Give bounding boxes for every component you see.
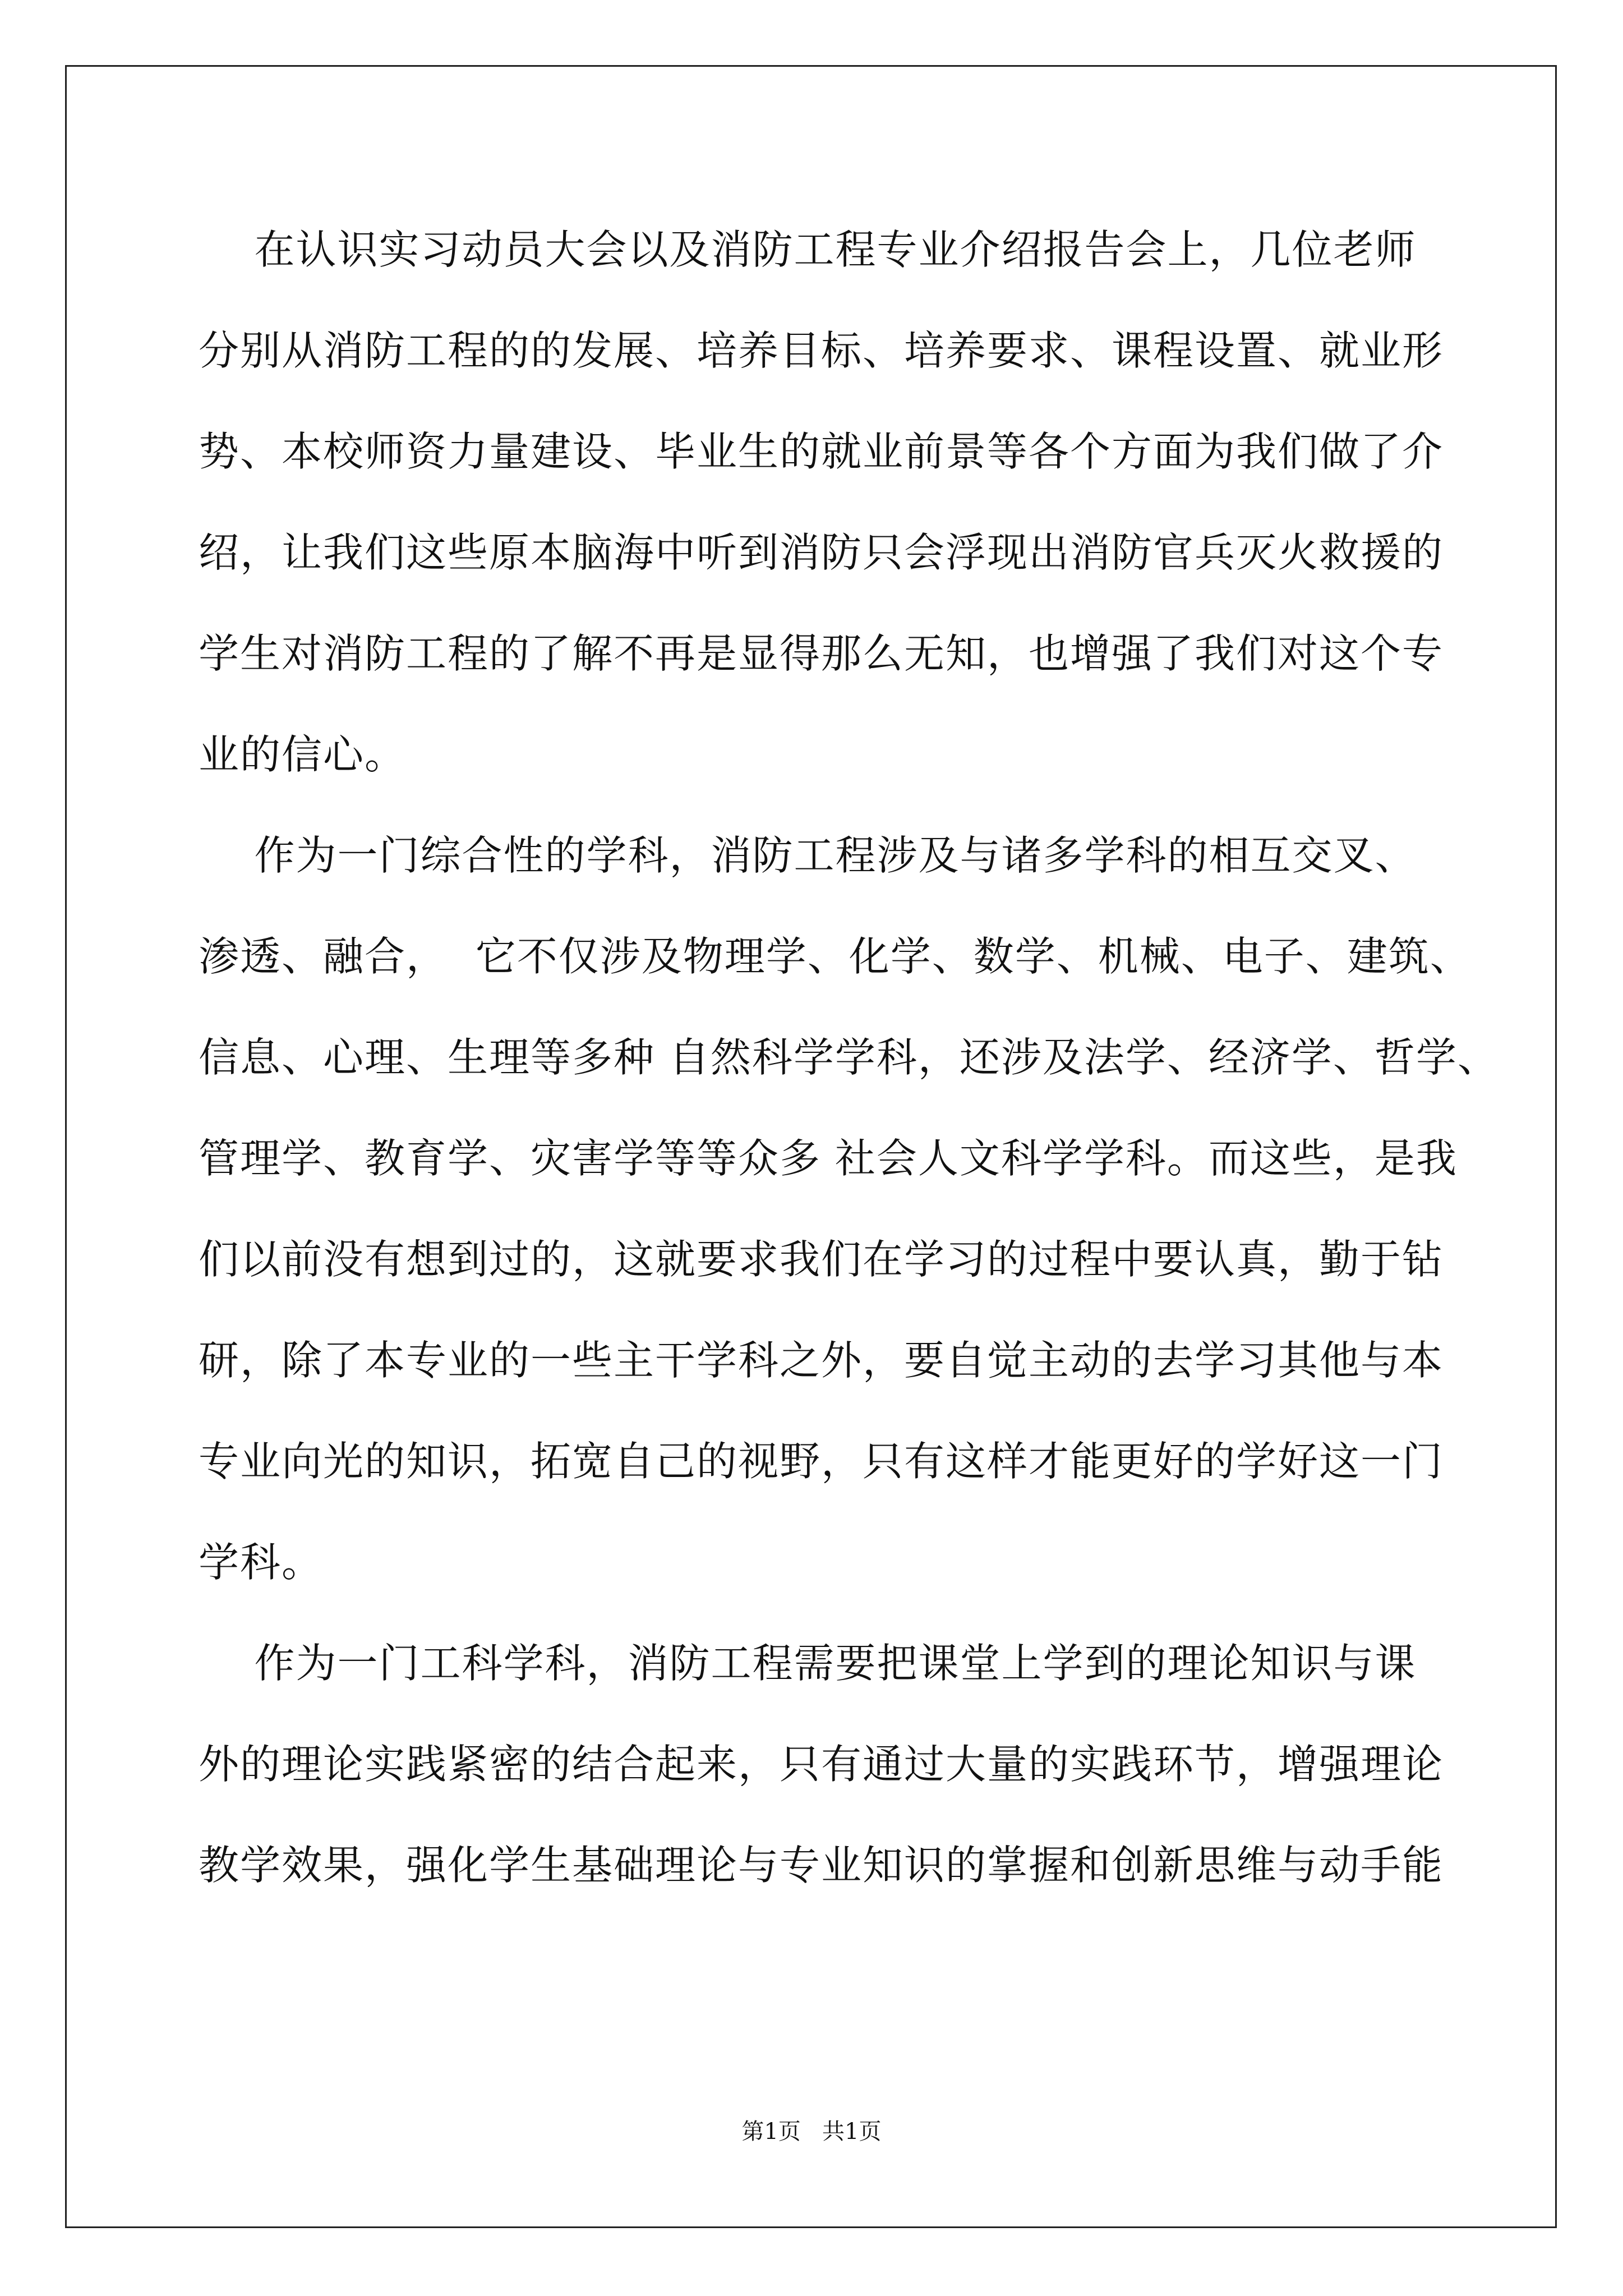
text-line: 势、本校师资力量建设、毕业生的就业前景等各个方面为我们做了介 (199, 428, 1444, 475)
text-line: 学科。 (199, 1539, 324, 1586)
text-line: 教学效果，强化学生基础理论与专业知识的掌握和创新思维与动手能 (199, 1842, 1444, 1889)
page-footer: 第1页 共1页 (741, 2119, 882, 2145)
text-line: 管理学、教育学、灾害学等等众多 社会人文科学学科。而这些，是我 (199, 1135, 1458, 1182)
text-line: 学生对消防工程的了解不再是显得那么无知，也增强了我们对这个专 (199, 630, 1444, 677)
text-line: 们以前没有想到过的，这就要求我们在学习的过程中要认真，勤于钻 (199, 1236, 1444, 1283)
text-line: 绍，让我们这些原本脑海中听到消防只会浮现出消防官兵灭火救援的 (199, 529, 1444, 576)
text-line: 作为一门综合性的学科，消防工程涉及与诸多学科的相互交叉、 (199, 832, 1417, 879)
text-line: 作为一门工科学科，消防工程需要把课堂上学到的理论知识与课 (199, 1640, 1417, 1687)
text-line: 业的信心。 (199, 731, 407, 778)
text-line: 渗透、融合， 它不仅涉及物理学、化学、数学、机械、电子、建筑、 (199, 933, 1472, 980)
text-line: 研，除了本专业的一些主干学科之外，要自觉主动的去学习其他与本 (199, 1337, 1444, 1384)
text-line: 外的理论实践紧密的结合起来，只有通过大量的实践环节，增强理论 (199, 1741, 1444, 1788)
text-line: 在认识实习动员大会以及消防工程专业介绍报告会上，几位老师 (199, 226, 1417, 273)
text-line: 分别从消防工程的的发展、培养目标、培养要求、课程设置、就业形 (199, 327, 1444, 374)
text-line: 专业向光的知识，拓宽自己的视野，只有这样才能更好的学好这一门 (199, 1438, 1444, 1485)
text-line: 信息、心理、生理等多种 自然科学学科，还涉及法学、经济学、哲学、 (199, 1034, 1499, 1081)
